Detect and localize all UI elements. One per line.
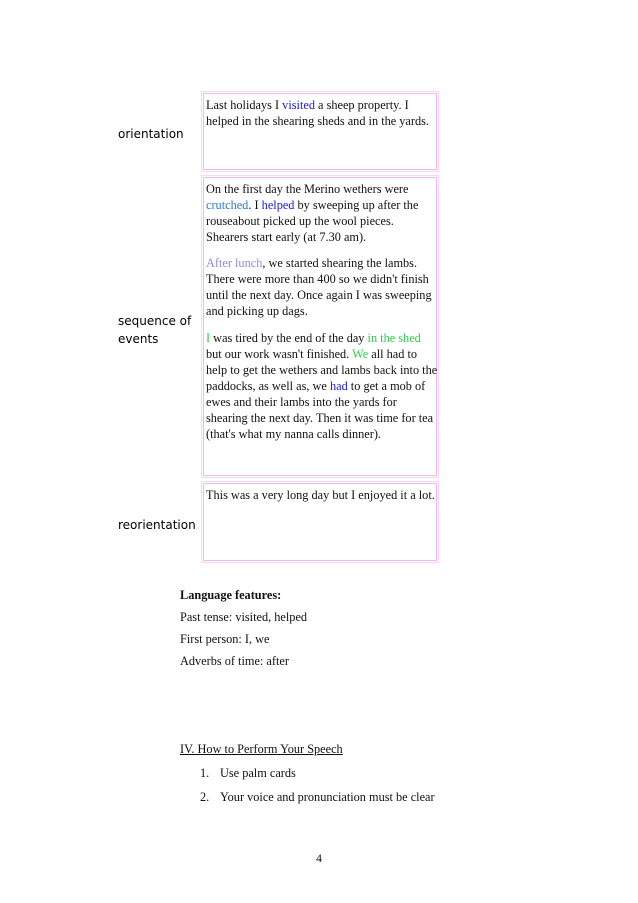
sequence-paragraph-3: I was tired by the end of the day in the shed but our work wasn't finished. We all had to help to get the wethers and lambs back into the paddocks, as well as, we had to get a mob of ewes and their lambs into the yards for shearing the next day. Then it was time for tea (that's what my nanna calls dinner).	[206, 331, 438, 441]
language-features	[180, 584, 307, 672]
page-number: 4	[316, 851, 322, 865]
list-item: 1. Use palm cards	[200, 766, 296, 780]
time-after-lunch: After lunch	[206, 256, 263, 270]
verb-had: had	[329, 379, 348, 393]
verb-crutched: crutched	[206, 198, 249, 212]
language-features-heading: Language features:	[180, 588, 282, 602]
pronoun-i: I	[206, 331, 211, 345]
verb-helped: helped	[261, 198, 295, 212]
sequence-paragraph-2: After lunch, we started shearing the lambs. There were more than 400 so we didn't finish until the next day. Once again I was sweeping and picking up dags.	[206, 256, 432, 318]
label-orientation: orientation	[118, 127, 184, 141]
label-sequence-of-events: sequence of events	[118, 314, 192, 346]
language-feature-item: Adverbs of time: after	[180, 654, 289, 668]
language-feature-item: First person: I, we	[180, 632, 270, 646]
section-heading: IV. How to Perform Your Speech	[180, 742, 343, 756]
place-in-the-shed: in the shed	[367, 331, 421, 345]
sequence-paragraph-1: On the first day the Merino wethers were crutched. I helped by sweeping up after the rouseabout picked up the wool pieces. Shearers start early (at 7.30 am).	[206, 182, 419, 244]
language-feature-item: Past tense: visited, helped	[180, 610, 308, 624]
pronoun-we: We	[352, 347, 369, 361]
verb-visited: visited	[282, 98, 315, 112]
orientation-paragraph: Last holidays I visited a sheep property. I helped in the shearing sheds and in the yards.	[206, 98, 429, 128]
reorientation-paragraph: This was a very long day but I enjoyed it a lot.	[206, 488, 435, 502]
list-item: 2. Your voice and pronunciation must be clear	[200, 790, 435, 804]
label-reorientation: reorientation	[118, 518, 196, 532]
